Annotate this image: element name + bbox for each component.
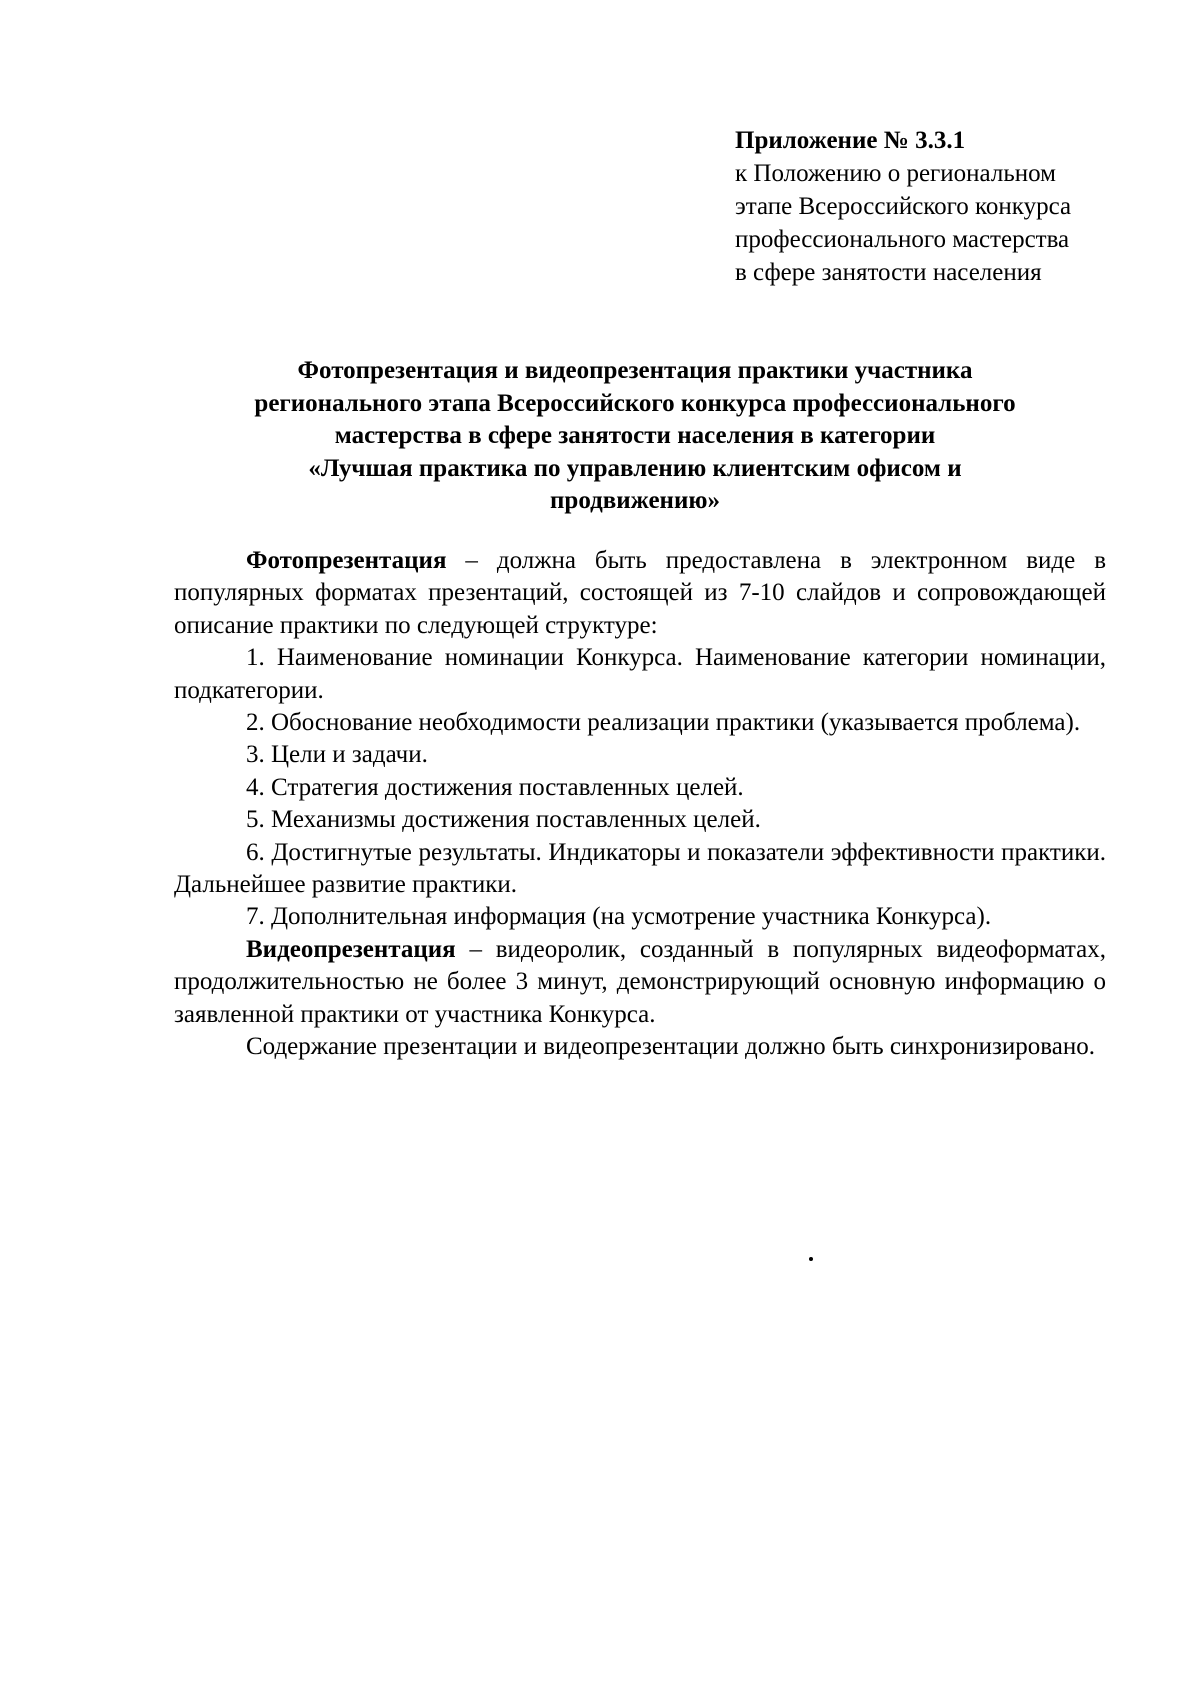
appendix-line: профессионального мастерства (735, 226, 1070, 253)
appendix-line: этапе Всероссийского конкурса (735, 193, 1072, 220)
heading-line: регионального этапа Всероссийского конкурса профессионального (254, 389, 1016, 417)
heading-line: продвижению» (550, 487, 720, 514)
photo-term: Фотопрезентация (246, 547, 447, 574)
document-heading (170, 355, 1100, 518)
video-term: Видеопрезентация (246, 935, 456, 963)
list-item: 6. Достигнутые результаты. Индикаторы и показатели эффективности практики. Дальнейшее развитие практики. (174, 838, 1106, 899)
heading-line: «Лучшая практика по управлению клиентским офисом и (308, 454, 962, 482)
list-item: 7. Дополнительная информация (на усмотрение участника Конкурса). (246, 903, 992, 931)
list-item: 3. Цели и задачи. (246, 741, 428, 769)
video-paragraph (174, 934, 1106, 1031)
appendix-line: в сфере занятости населения (735, 259, 1042, 286)
heading-line: мастерства в сфере занятости населения в категории (334, 422, 936, 449)
document-body (174, 545, 1106, 1064)
scan-speck (809, 1257, 813, 1261)
heading-line: Фотопрезентация и видеопрезентация практики участника (297, 357, 973, 384)
appendix-line: к Положению о региональном (735, 160, 1056, 187)
list-item: 1. Наименование номинации Конкурса. Наименование категории номинации, подкатегории. (174, 644, 1106, 704)
list-item: 5. Механизмы достижения поставленных целей. (246, 806, 761, 834)
closing-paragraph: Содержание презентации и видеопрезентации должно быть синхронизировано. (246, 1033, 1095, 1061)
appendix-block (735, 124, 1155, 289)
appendix-title: Приложение № 3.3.1 (735, 127, 966, 154)
list-item: 4. Стратегия достижения поставленных целей. (246, 773, 744, 801)
photo-text: – должна быть предоставлена в электронном виде в популярных форматах презентаций, состоящей из 7-10 слайдов и сопровождающей описание практики по следующей структуре: (174, 547, 1106, 639)
photo-paragraph (174, 545, 1106, 642)
list-item: 2. Обоснование необходимости реализации практики (указывается проблема). (246, 709, 1081, 737)
video-text: – видеоролик, созданный в популярных видеоформатах, продолжительностью не более 3 минут, демонстрирующий основную информацию о заявленной практики от участника Конкурса. (174, 935, 1106, 1028)
